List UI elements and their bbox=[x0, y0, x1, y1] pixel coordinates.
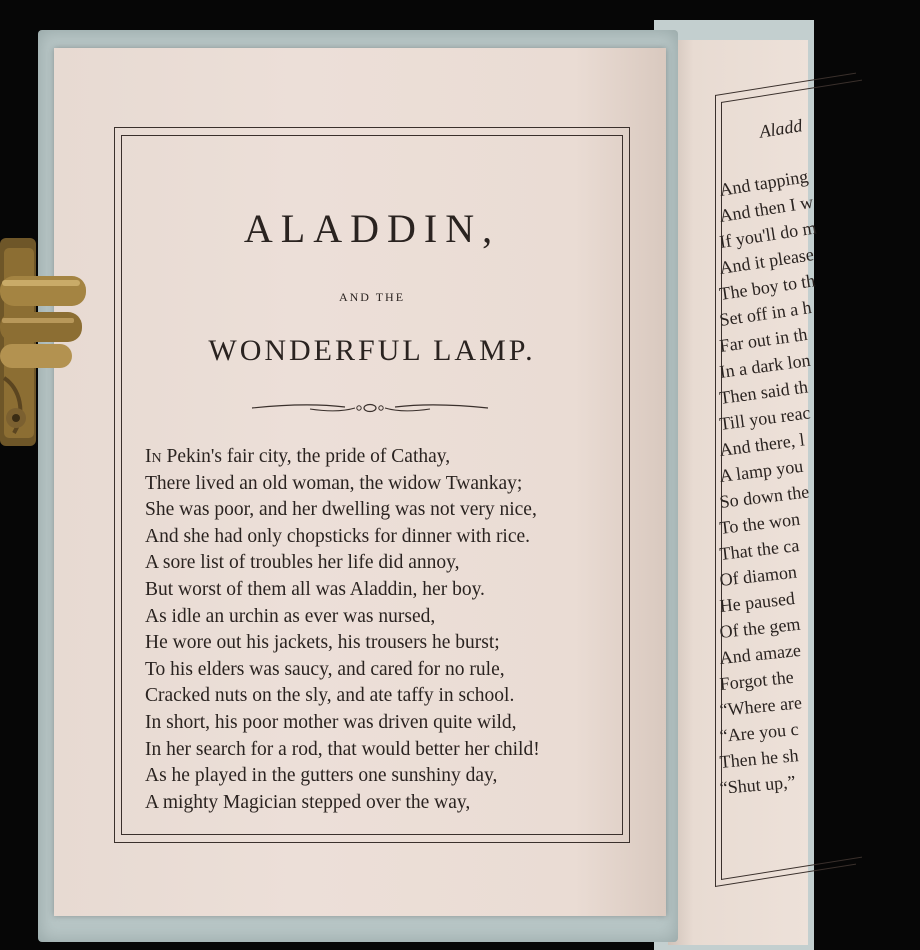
right-verse-line: And tapping bbox=[717, 166, 810, 200]
verse-line: Cracked nuts on the sly, and ate taffy in school. bbox=[145, 685, 515, 707]
right-verse-line: He paused bbox=[718, 588, 796, 616]
verse-line: In Pekin's fair city, the pride of Cathay, bbox=[145, 446, 451, 467]
right-verse-line: Set off in a h bbox=[718, 297, 813, 330]
verse-line: In short, his poor mother was driven quite wild, bbox=[145, 711, 517, 733]
flourish-ornament bbox=[250, 398, 490, 418]
right-verse-line: So down the bbox=[718, 481, 811, 512]
right-verse-line: And then I w bbox=[718, 191, 815, 226]
verse-line: In her search for a rod, that would better her child! bbox=[145, 738, 540, 760]
right-verse-line: And amaze bbox=[718, 639, 802, 668]
verse-line: But worst of them all was Aladdin, her boy. bbox=[145, 578, 485, 600]
verse-line: To his elders was saucy, and cared for no rule, bbox=[145, 658, 505, 680]
verse-line: As he played in the gutters one sunshiny day, bbox=[145, 765, 498, 787]
verse-line: A mighty Magician stepped over the way, bbox=[145, 791, 471, 813]
right-page bbox=[668, 40, 818, 945]
right-verse-line: The boy to th bbox=[718, 270, 817, 304]
page-title: ALADDIN, bbox=[243, 206, 501, 251]
right-verse-line: That the ca bbox=[718, 535, 801, 564]
right-verse-line: Then said th bbox=[718, 376, 810, 408]
verse-line: And she had only chopsticks for dinner with rice. bbox=[145, 525, 531, 547]
verse-line: As idle an urchin as ever was nursed, bbox=[145, 605, 436, 627]
right-page-verse bbox=[717, 166, 920, 804]
right-verse-line: Far out in th bbox=[718, 323, 809, 356]
right-verse-line: Of diamon bbox=[718, 561, 798, 590]
drop-word: In bbox=[145, 446, 162, 467]
right-verse-line: And it please bbox=[718, 244, 815, 278]
right-verse-line: “Where are bbox=[718, 692, 803, 720]
right-verse-line: “Shut up,” bbox=[718, 771, 797, 798]
brass-clasp-icon bbox=[0, 228, 88, 453]
verse-line: There lived an old woman, the widow Twankay; bbox=[145, 472, 523, 494]
right-verse-line: Till you reac bbox=[718, 402, 812, 434]
right-verse-line: Of the gem bbox=[718, 613, 802, 642]
title-connector: AND THE bbox=[338, 290, 406, 304]
right-verse-line: “Are you c bbox=[718, 718, 800, 746]
verse-line: She was poor, and her dwelling was not very nice, bbox=[145, 499, 537, 521]
right-verse-line: To the won bbox=[718, 508, 802, 538]
right-verse-line: Then he sh bbox=[718, 745, 800, 772]
page-subtitle: WONDERFUL LAMP. bbox=[208, 334, 536, 367]
verse-line: A sore list of troubles her life did annoy, bbox=[145, 552, 460, 574]
right-page-heading: Aladd bbox=[758, 115, 804, 142]
right-verse-line: Forgot the bbox=[718, 666, 795, 694]
verse bbox=[145, 444, 615, 816]
right-verse-line: In a dark lon bbox=[718, 349, 812, 382]
right-verse-line: And there, l bbox=[718, 429, 806, 460]
right-verse-line: A lamp you bbox=[718, 455, 805, 486]
right-verse-line: If you'll do m bbox=[718, 217, 818, 252]
verse-line: He wore out his jackets, his trousers he burst; bbox=[145, 632, 500, 654]
